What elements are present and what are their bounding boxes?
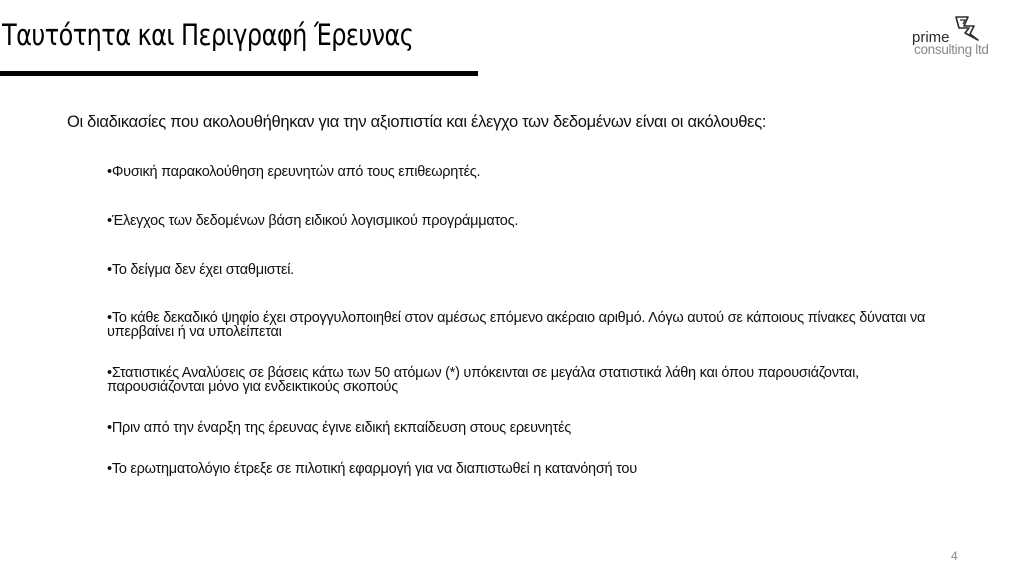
bullet-item: •Στατιστικές Αναλύσεις σε βάσεις κάτω των 50 ατόμων (*) υπόκεινται σε μεγάλα στατιστικά λάθη και όπου παρουσιάζονται, παρουσιάζονται μόνο για ενδεικτικούς σκοπούς (107, 365, 859, 395)
prime-consulting-logo-icon (952, 14, 982, 42)
bullet-item: •Το κάθε δεκαδικό ψηφίο έχει στρογγυλοποιηθεί στον αμέσως επόμενο ακέραιο αριθμό. Λόγω αυτού σε κάποιους πίνακες δύναται να υπερβαίνει ή να υπολείπεται (107, 310, 926, 340)
logo-consulting-text: consulting ltd (914, 42, 989, 57)
bullet-item: •Έλεγχος των δεδομένων βάση ειδικού λογισμικού προγράμματος. (107, 213, 519, 229)
intro-text: Οι διαδικασίες που ακολουθήθηκαν για την αξιοπιστία και έλεγχο των δεδομένων είναι οι ακόλουθες: (67, 113, 767, 131)
company-logo (908, 14, 1008, 60)
page-number: 4 (951, 549, 958, 563)
bullet-item: •Το δείγμα δεν έχει σταθμιστεί. (107, 262, 294, 278)
logo-prime-text: prime (912, 29, 950, 46)
title-underline (0, 71, 478, 76)
slide-title: Ταυτότητα και Περιγραφή Έρευνας (2, 18, 414, 52)
bullet-item: •Πριν από την έναρξη της έρευνας έγινε ειδική εκπαίδευση στους ερευνητές (107, 420, 572, 436)
bullet-item: •Φυσική παρακολούθηση ερευνητών από τους επιθεωρητές. (107, 164, 481, 180)
bullet-item: •Το ερωτηματολόγιο έτρεξε σε πιλοτική εφαρμογή για να διαπιστωθεί η κατανόησή του (107, 461, 637, 477)
